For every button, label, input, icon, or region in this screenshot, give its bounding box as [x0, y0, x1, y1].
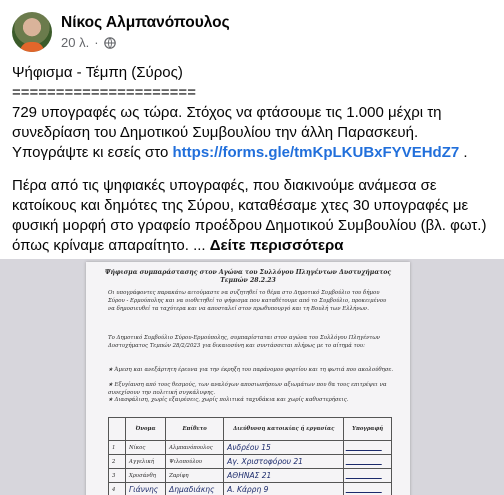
- signature-table-header: [109, 418, 392, 441]
- petition-title-line-2: Τεμπών 28.2.23: [220, 277, 276, 284]
- post-photo[interactable]: [0, 259, 504, 495]
- table-row: [109, 469, 392, 483]
- petition-paragraph-2: Το Δημοτικό Συμβούλιο Σύρου-Ερμούπολης, συμπαρίσταται στον αγώνα του Συλλόγου Πληγέντων Δυστυχήματος Τεμπών 28/2/2023 για δικαιοσύνη και συντάσσεται πλήρως με το αίτημά του:: [108, 335, 381, 349]
- paragraph-2-text: Πέρα από τις ψηφιακές υπογραφές, που διακινούμε ανάμεσα σε κατοίκους και δημότες της Σύρου, καταθέσαμε χτες 30 υπογραφές με φυσική μορφή στο γραφείο προέδρου Δημοτικού Συμβουλίου (βλ. φωτ.) όπως κρίναμε απαραίτητο. ...: [12, 177, 487, 254]
- signature-scribble: [346, 443, 385, 451]
- table-row: [109, 441, 392, 455]
- row-name: Χρυσάνθη: [126, 469, 166, 483]
- col-signature: Υπογραφή: [344, 418, 392, 441]
- petition-title-line-1: Ψήφισμα συμπαράστασης στον Αγώνα του Συλλόγου Πληγέντων Δυστυχήματος: [104, 269, 392, 276]
- paragraph-1-text: 729 υπογραφές ως τώρα. Στόχος να φτάσουμε τις 1.000 μέχρι τη συνεδρίαση του Δημοτικού Συμβουλίου την άλλη Παρασκευή. Υπογράψτε κι εσείς στο: [12, 104, 442, 161]
- row-name: Αγγελική: [126, 455, 166, 469]
- col-number: [109, 418, 126, 441]
- row-surname: Ζαρίφη: [166, 469, 224, 483]
- see-more-link[interactable]: Δείτε περισσότερα: [209, 237, 344, 254]
- post-heading: Ψήφισμα - Τέμπη (Σύρος): [12, 64, 183, 81]
- row-address: Αγ. Χριστοφόρου 21: [224, 455, 344, 469]
- signature-scribble: [346, 471, 385, 479]
- post-text: [12, 63, 496, 256]
- row-surname: Αλμπανόπουλος: [166, 441, 224, 455]
- post-header: [12, 10, 230, 54]
- signature-scribble: [346, 457, 385, 465]
- row-signature: [344, 455, 392, 469]
- author-name[interactable]: Νίκος Αλμπανόπουλος: [61, 14, 230, 31]
- timestamp-row: [61, 35, 230, 51]
- row-address: Α. Κάρρη 9: [224, 483, 344, 495]
- col-surname: Επίθετο: [166, 418, 224, 441]
- row-name: Νίκος: [126, 441, 166, 455]
- row-number: 2: [109, 455, 126, 469]
- petition-bullet-1: ★ Άμεση και ανεξάρτητη έρευνα για την έκρηξη του παράνομου φορτίου και τη φωτιά που ακολούθησε.: [108, 367, 394, 373]
- petition-paragraph-1: Οι υπογράφοντες παρακάτω αιτούμαστε να συζητηθεί το θέμα στο Δημοτικό Συμβούλιο του δήμου Σύρου - Ερμούπολης και να υιοθετηθεί το ψήφισμα που καταθέτουμε από το Συμβούλιο, προκειμένου να δημοσιευθεί τα ταχύτερα και να αποσταλεί στον πρωθυπουργό και τη Βουλή των Ελλήνων.: [108, 290, 387, 312]
- petition-sheet: [86, 262, 410, 495]
- post-paragraph-2: [12, 176, 496, 256]
- post-timestamp[interactable]: 20 λ.: [61, 35, 90, 50]
- row-number: 3: [109, 469, 126, 483]
- paragraph-1-end: .: [459, 144, 468, 161]
- post-separator: =====================: [12, 84, 196, 101]
- table-row: [109, 483, 392, 495]
- forms-link[interactable]: https://forms.gle/tmKpLKUBxFYVEHdZ7: [172, 144, 460, 161]
- signature-table: [108, 417, 392, 495]
- avatar[interactable]: [12, 12, 52, 52]
- row-surname: Δημαδιάκης: [166, 483, 224, 495]
- paragraph-gap: [12, 163, 496, 176]
- post-paragraph-1: [12, 103, 496, 163]
- globe-icon[interactable]: [104, 37, 116, 49]
- row-number: 4: [109, 483, 126, 495]
- row-surname: Ψιλοπούλου: [166, 455, 224, 469]
- col-address: Διεύθυνση κατοικίας ή εργασίας: [224, 418, 344, 441]
- row-signature: [344, 469, 392, 483]
- row-address: ΑΘΗΝΑΣ 21: [224, 469, 344, 483]
- row-name: Γιάννης: [126, 483, 166, 495]
- petition-bullet-3: ★ Διασφάλιση, χωρίς εξαιρέσεις, χωρίς πολιτικά ταχυδάκια και χωρίς καθυστερήσεις.: [108, 397, 349, 403]
- row-signature: [344, 483, 392, 495]
- col-name: Όνομα: [126, 418, 166, 441]
- row-signature: [344, 441, 392, 455]
- row-number: 1: [109, 441, 126, 455]
- row-address: Ανδρέου 15: [224, 441, 344, 455]
- table-row: [109, 455, 392, 469]
- avatar-shirt: [20, 42, 44, 52]
- post-meta: [61, 13, 230, 51]
- separator-dot: ·: [94, 35, 99, 50]
- petition-bullet-2: ★ Εξυγίανση από τους θεσμούς, των αναλόγων αποσιωπήσεων αξιωμάτων που θα τους επιτρέψει να συνεχίσουν την πολιτική συγκάλυψης.: [108, 382, 387, 396]
- signature-scribble: [346, 485, 385, 493]
- petition-title: [86, 269, 410, 285]
